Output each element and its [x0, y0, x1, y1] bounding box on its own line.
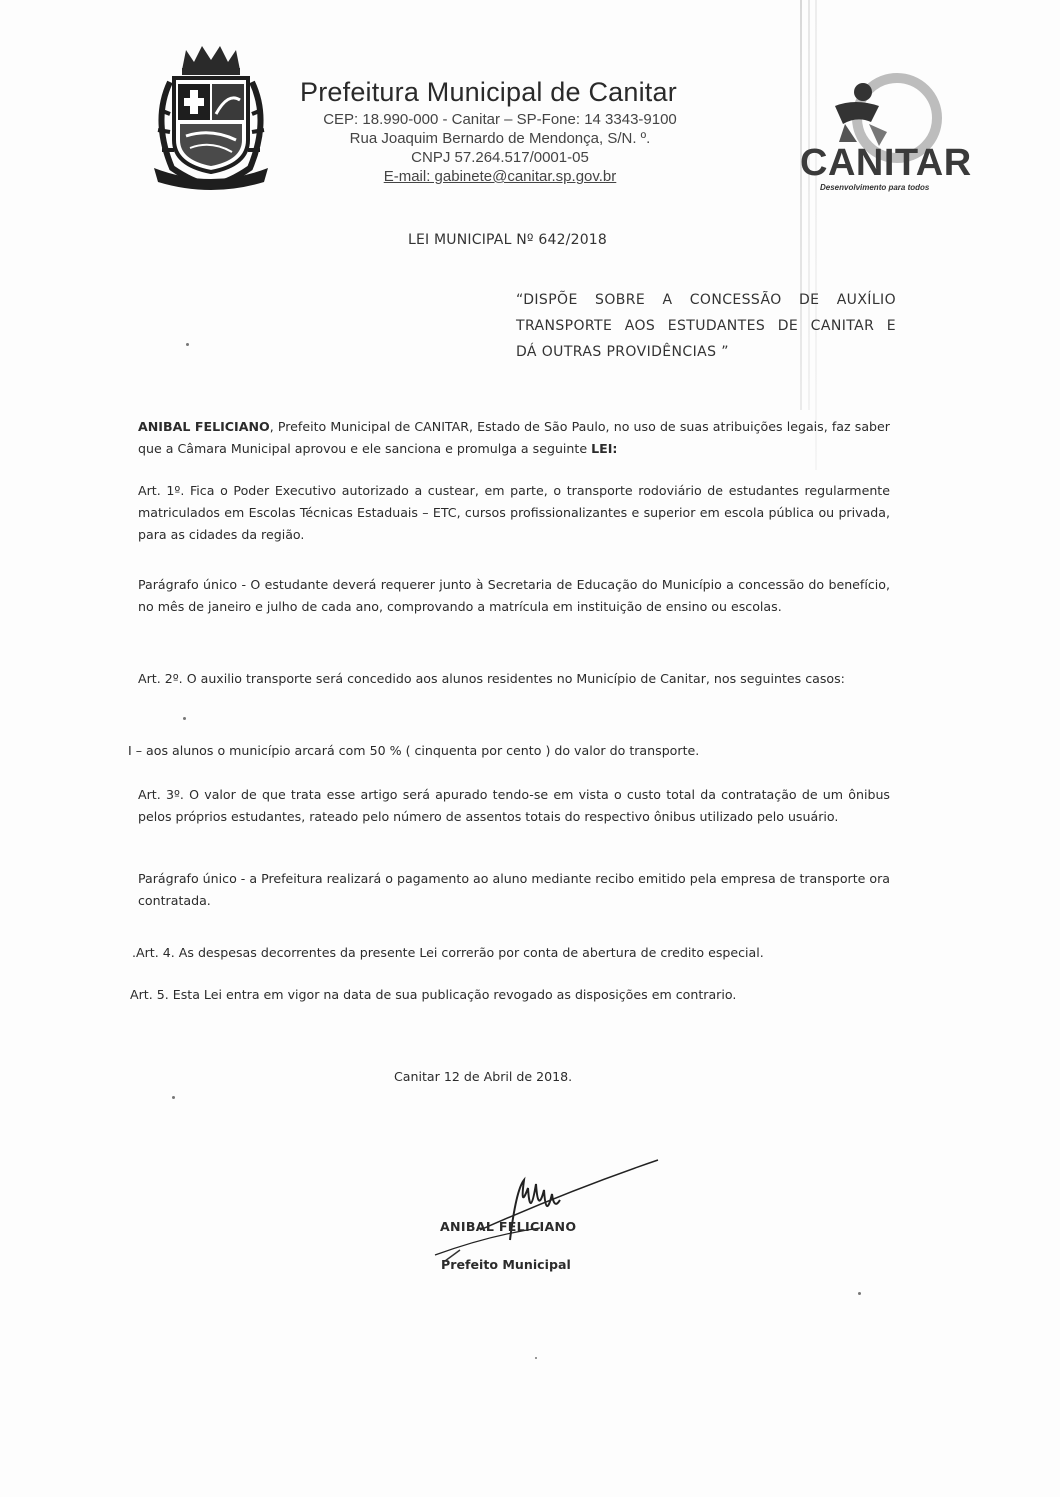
- handwritten-signature-icon: [420, 1150, 670, 1260]
- coat-of-arms-icon: [142, 40, 280, 190]
- article-3: Art. 3º. O valor de que trata esse artigo será apurado tendo-se em vista o custo total da contratação de um ônibus pelos próprios estudantes, rateado pelo número de assentos totais do respectivo ônibus utilizado pelo usuário.: [138, 787, 890, 824]
- letterhead: [300, 76, 760, 186]
- article-5: Art. 5. Esta Lei entra em vigor na data de sua publicação revogado as disposições em contrario.: [130, 987, 737, 1002]
- brand-name: CANITAR: [800, 142, 972, 184]
- law-summary-line: TRANSPORTE AOS ESTUDANTES DE CANITAR E: [516, 318, 896, 334]
- article-1-paragraph: Parágrafo único - O estudante deverá requerer junto à Secretaria de Educação do Município a concessão do benefício, no mês de janeiro e julho de cada ano, comprovando a matrícula em instituição de ensino ou escolas.: [138, 577, 890, 614]
- scan-speck: [858, 1292, 861, 1295]
- intro-paragraph: [138, 416, 890, 460]
- article-2: Art. 2º. O auxilio transporte será concedido aos alunos residentes no Município de Canitar, nos seguintes casos:: [138, 671, 845, 686]
- mayor-name: ANIBAL FELICIANO: [138, 419, 270, 434]
- scan-speck: [183, 717, 186, 720]
- law-title: LEI MUNICIPAL Nº 642/2018: [408, 232, 608, 248]
- intro-text: , Prefeito Municipal de CANITAR, Estado de São Paulo, no uso de suas atribuições legais, faz saber que a Câmara Municipal aprovou e ele sanciona e promulga a seguinte: [138, 419, 890, 456]
- article-1: Art. 1º. Fica o Poder Executivo autorizado a custear, em parte, o transporte rodoviário de estudantes regularmente matriculados em Escolas Técnicas Estaduais – ETC, cursos profissionalizantes e superior em escola pública ou privada, para as cidades da região.: [138, 483, 890, 542]
- law-summary: [516, 287, 896, 365]
- cnpj-line: CNPJ 57.264.517/0001-05: [411, 149, 589, 166]
- address-line: CEP: 18.990-000 - Canitar – SP-Fone: 14 3343-9100: [323, 111, 677, 128]
- brand-tagline: Desenvolvimento para todos: [820, 183, 930, 192]
- lei-label: LEI:: [591, 441, 618, 456]
- scan-speck: [535, 1357, 537, 1359]
- article-4: .Art. 4. As despesas decorrentes da presente Lei correrão por conta de abertura de credito especial.: [132, 945, 764, 960]
- signer-role: Prefeito Municipal: [441, 1257, 571, 1272]
- address-line: Rua Joaquim Bernardo de Mendonça, S/N. º.: [349, 130, 651, 147]
- article-2-item-1: I – aos alunos o município arcará com 50 % ( cinquenta por cento ) do valor do transporte.: [128, 743, 700, 758]
- signature-date: Canitar 12 de Abril de 2018.: [394, 1069, 573, 1084]
- law-summary-line: DÁ OUTRAS PROVIDÊNCIAS ”: [516, 344, 729, 360]
- scan-speck: [186, 343, 189, 346]
- scan-speck: [172, 1096, 175, 1099]
- signer-name: ANIBAL FELICIANO: [440, 1219, 577, 1234]
- email-line: E-mail: gabinete@canitar.sp.gov.br: [383, 168, 617, 185]
- law-summary-line: “DISPÕE SOBRE A CONCESSÃO DE AUXÍLIO: [516, 292, 896, 308]
- article-3-paragraph: Parágrafo único - a Prefeitura realizará o pagamento ao aluno mediante recibo emitido pela empresa de transporte ora contratada.: [138, 871, 890, 908]
- organization-name: Prefeitura Municipal de Canitar: [300, 77, 677, 107]
